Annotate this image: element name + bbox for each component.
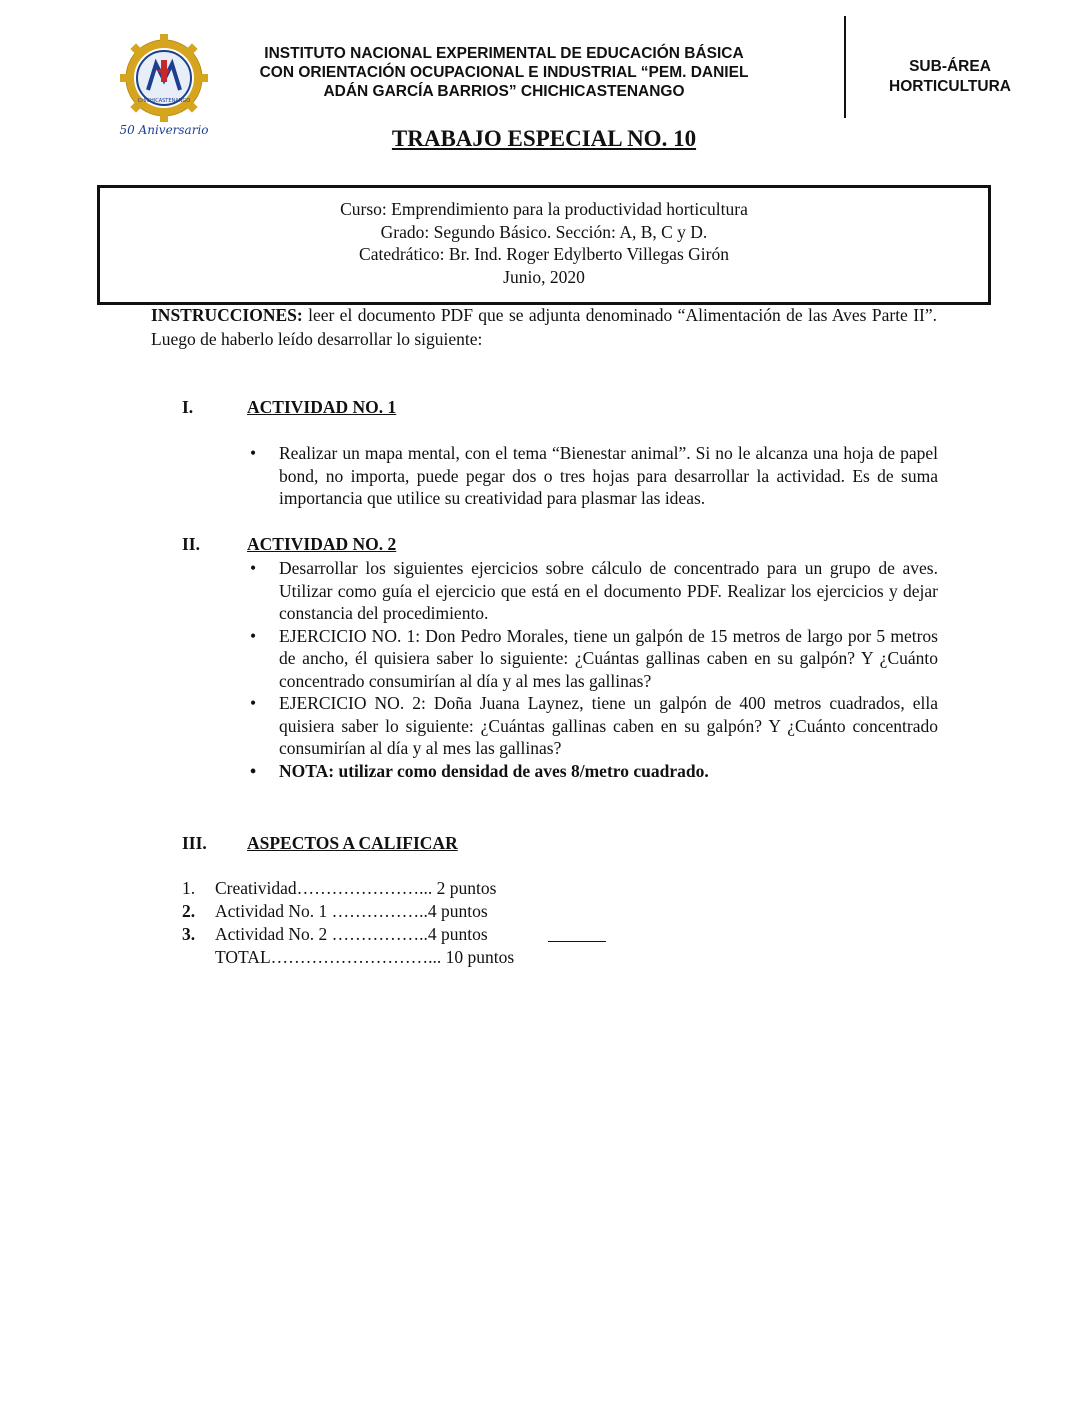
logo-text: CHICHICASTENANGO — [137, 98, 191, 104]
section-1-list — [246, 442, 938, 510]
section-2-numeral: II. — [182, 534, 200, 554]
grading-total: TOTAL………………………... 10 puntos — [215, 947, 515, 967]
bullet-icon: • — [250, 760, 257, 781]
sub-area — [862, 57, 1038, 97]
instructions-label: INSTRUCCIONES: — [151, 305, 303, 325]
section-3-heading: ASPECTOS A CALIFICAR — [247, 833, 458, 853]
grading-list — [182, 877, 514, 969]
header-divider — [844, 16, 846, 118]
list-item: • EJERCICIO NO. 2: Doña Juana Laynez, tiene un galpón de 400 metros cuadrados, ella quisiera saber lo siguiente: ¿Cuántas gallinas caben en su galpón? Y ¿Cuánto concentrado consumirían al día y al mes las gallinas? — [250, 693, 938, 758]
teacher-line: Catedrático: Br. Ind. Roger Edylberto Villegas Girón — [359, 244, 729, 264]
bullet-icon: • — [250, 625, 257, 646]
grade-line: Grado: Segundo Básico. Sección: A, B, C y D. — [380, 221, 708, 242]
instructions-text: leer el documento PDF que se adjunta denominado “Alimentación de las Aves Parte II”. Luego de haberlo leído desarrollar lo siguiente: — [151, 305, 937, 349]
institute-line-3: ADÁN GARCÍA BARRIOS” CHICHICASTENANGO — [323, 83, 685, 100]
bullet-icon: • — [250, 558, 257, 578]
section-1-numeral: I. — [182, 397, 194, 417]
section-2-list — [246, 557, 938, 782]
institute-name — [222, 44, 786, 101]
instructions — [151, 303, 937, 351]
list-item: • Desarrollar los siguientes ejercicios sobre cálculo de concentrado para un grupo de aves. Utilizar como guía el ejercicio que está en el documento PDF. Realizar los ejercicios y dejar constancia del procedimiento. — [250, 558, 938, 623]
list-item: • EJERCICIO NO. 1: Don Pedro Morales, tiene un galpón de 15 metros de largo por 5 metros de ancho, él quisiera saber lo siguiente: ¿Cuántas gallinas caben en su galpón? Y ¿Cuánto concentrado consumirían al día y al mes las gallinas? — [250, 625, 938, 691]
section-1-heading: ACTIVIDAD NO. 1 — [247, 397, 397, 417]
bullet-icon: • — [250, 443, 257, 463]
course-line: Curso: Emprendimiento para la productividad horticultura — [340, 199, 748, 219]
institute-line-2: CON ORIENTACIÓN OCUPACIONAL E INDUSTRIAL “PEM. DANIEL — [259, 64, 749, 81]
section-3-numeral: III. — [182, 833, 207, 853]
document-title: TRABAJO ESPECIAL NO. 10 — [391, 126, 697, 151]
section-2-heading: ACTIVIDAD NO. 2 — [247, 534, 397, 554]
grading-item: 2. Actividad No. 1 ……………..4 puntos — [182, 901, 488, 921]
logo-caption: 50 Aniversario — [119, 123, 209, 137]
list-item-note: • NOTA: utilizar como densidad de aves 8/metro cuadrado. — [250, 760, 709, 781]
grading-item: 1. Creatividad…………………... 2 puntos — [182, 878, 497, 898]
school-logo — [112, 30, 222, 140]
list-item: • Realizar un mapa mental, con el tema “Bienestar animal”. Si no le alcanza una hoja de papel bond, no importa, puede pegar dos o tres hojas para desarrollar la actividad. Es de suma importancia que utilice su creatividad para plasmar las ideas. — [250, 443, 938, 508]
sub-area-line-2: HORTICULTURA — [889, 78, 1011, 95]
total-underline — [548, 941, 606, 942]
course-info-box — [97, 185, 991, 305]
sub-area-line-1: SUB-ÁREA — [909, 58, 991, 75]
institute-line-1: INSTITUTO NACIONAL EXPERIMENTAL DE EDUCACIÓN BÁSICA — [264, 45, 744, 62]
grading-item: 3. Actividad No. 2 ……………..4 puntos — [182, 924, 488, 944]
date-line: Junio, 2020 — [503, 266, 585, 287]
bullet-icon: • — [250, 693, 257, 713]
